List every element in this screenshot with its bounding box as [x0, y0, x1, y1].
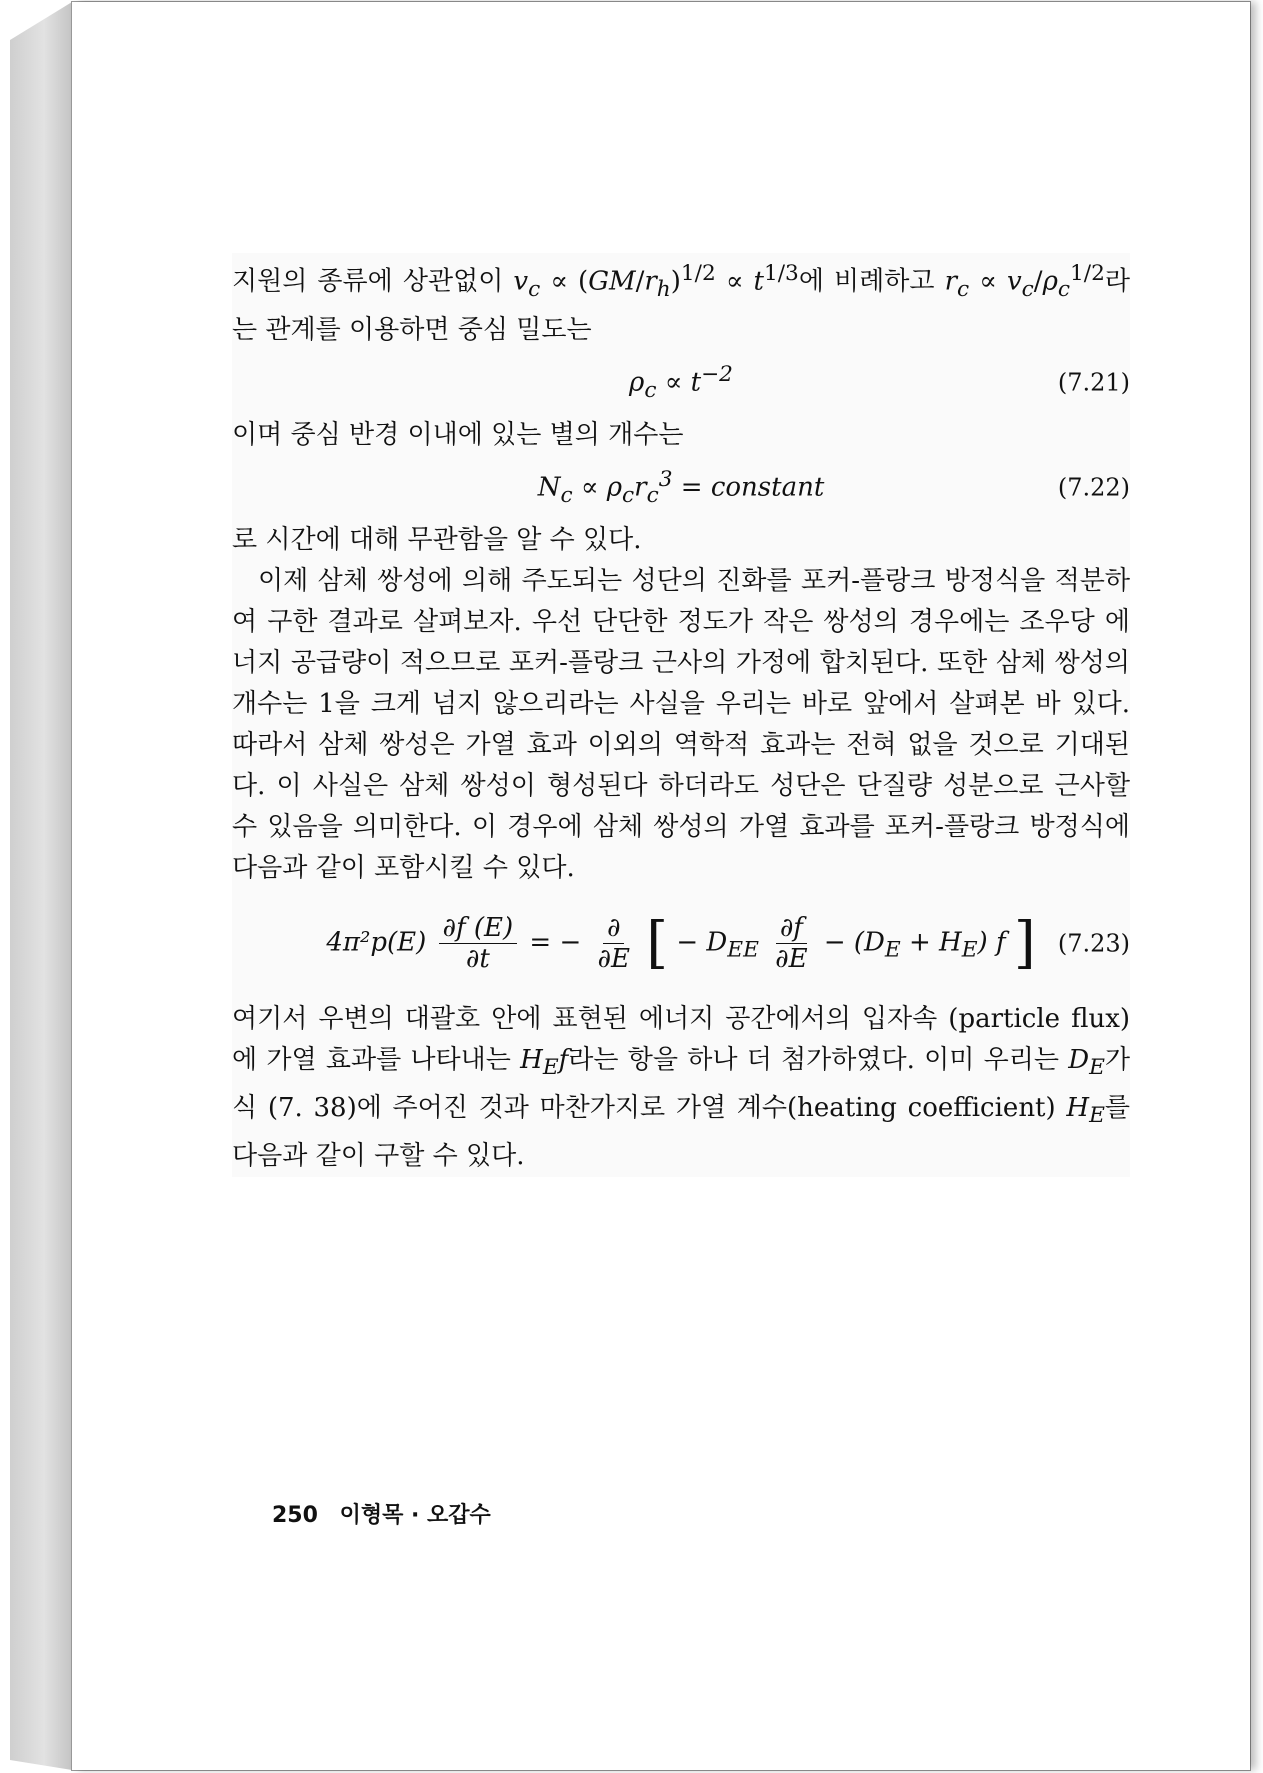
fraction: $\frac{\partial f}{\partial E}$	[775, 913, 808, 975]
page-footer	[272, 1498, 491, 1529]
book-spine	[10, 2, 72, 1770]
fraction: $\frac{\partial}{\partial E}$	[597, 913, 630, 975]
equation-number: (7.21)	[1057, 368, 1130, 397]
paragraph-3: 로 시간에 대해 무관함을 알 수 있다.	[232, 524, 642, 555]
equation-7-21: $\rho_c \propto t^{-2}$ (7.21)	[629, 362, 1130, 404]
fraction: $\frac{\partial f (E)}{\partial t}$	[439, 913, 518, 974]
equation-number: (7.22)	[1057, 473, 1130, 502]
equation-7-22: $N_c \propto \rho_cr_c^3$ = constant (7.22)	[537, 467, 1130, 509]
author-names: 이형목 · 오갑수	[339, 1503, 491, 1528]
page-number: 250	[272, 1503, 318, 1528]
paragraph-2: 이며 중심 반경 이내에 있는 별의 개수는	[232, 419, 684, 450]
equation-7-23: 4π²p(E) $\frac{\partial f (E)}{\partial t}$ = − $\frac{\partial}{\partial E}$ [ − $D_{EE}$ $\frac{\partial f}{\partial E}$ − $(D_E + H_E)$ f ] (7.23)	[326, 910, 1130, 976]
page-body	[232, 253, 1130, 1177]
paragraph-1: 지원의 종류에 상관없이 $v_c \propto (GM/r_h)^{1/2} \propto t^{1/3}$에 비례하고 $r_c \propto v_c/\rho_c^{1/2}$라는 관계를 이용하면 중심 밀도는	[232, 261, 1130, 345]
equation-number: (7.23)	[1057, 929, 1130, 958]
paragraph-4: 이제 삼체 쌍성에 의해 주도되는 성단의 진화를 포커-플랑크 방정식을 적분하여 구한 결과로 살펴보자. 우선 단단한 정도가 작은 쌍성의 경우에는 조우당 에너지 공급량이 적으므로 포커-플랑크 근사의 가정에 합치된다. 또한 삼체 쌍성의 개수는 1을 크게 넘지 않으리라는 사실을 우리는 바로 앞에서 살펴본 바 있다. 따라서 삼체 쌍성은 가열 효과 이외의 역학적 효과는 전혀 없을 것으로 기대된다. 이 사실은 삼체 쌍성이 형성된다 하더라도 성단은 단질량 성분으로 근사할 수 있음을 의미한다. 이 경우에 삼체 쌍성의 가열 효과를 포커-플랑크 방정식에 다음과 같이 포함시킬 수 있다.	[232, 565, 1130, 883]
paragraph-5: 여기서 우변의 대괄호 안에 표현된 에너지 공간에서의 입자속 (particle flux)에 가열 효과를 나타내는 $H_Ef$라는 항을 하나 더 첨가하였다. 이미 우리는 $D_E$가 식 (7. 38)에 주어진 것과 마찬가지로 가열 계수(heating coefficient) $H_E$를 다음과 같이 구할 수 있다.	[232, 1003, 1130, 1172]
